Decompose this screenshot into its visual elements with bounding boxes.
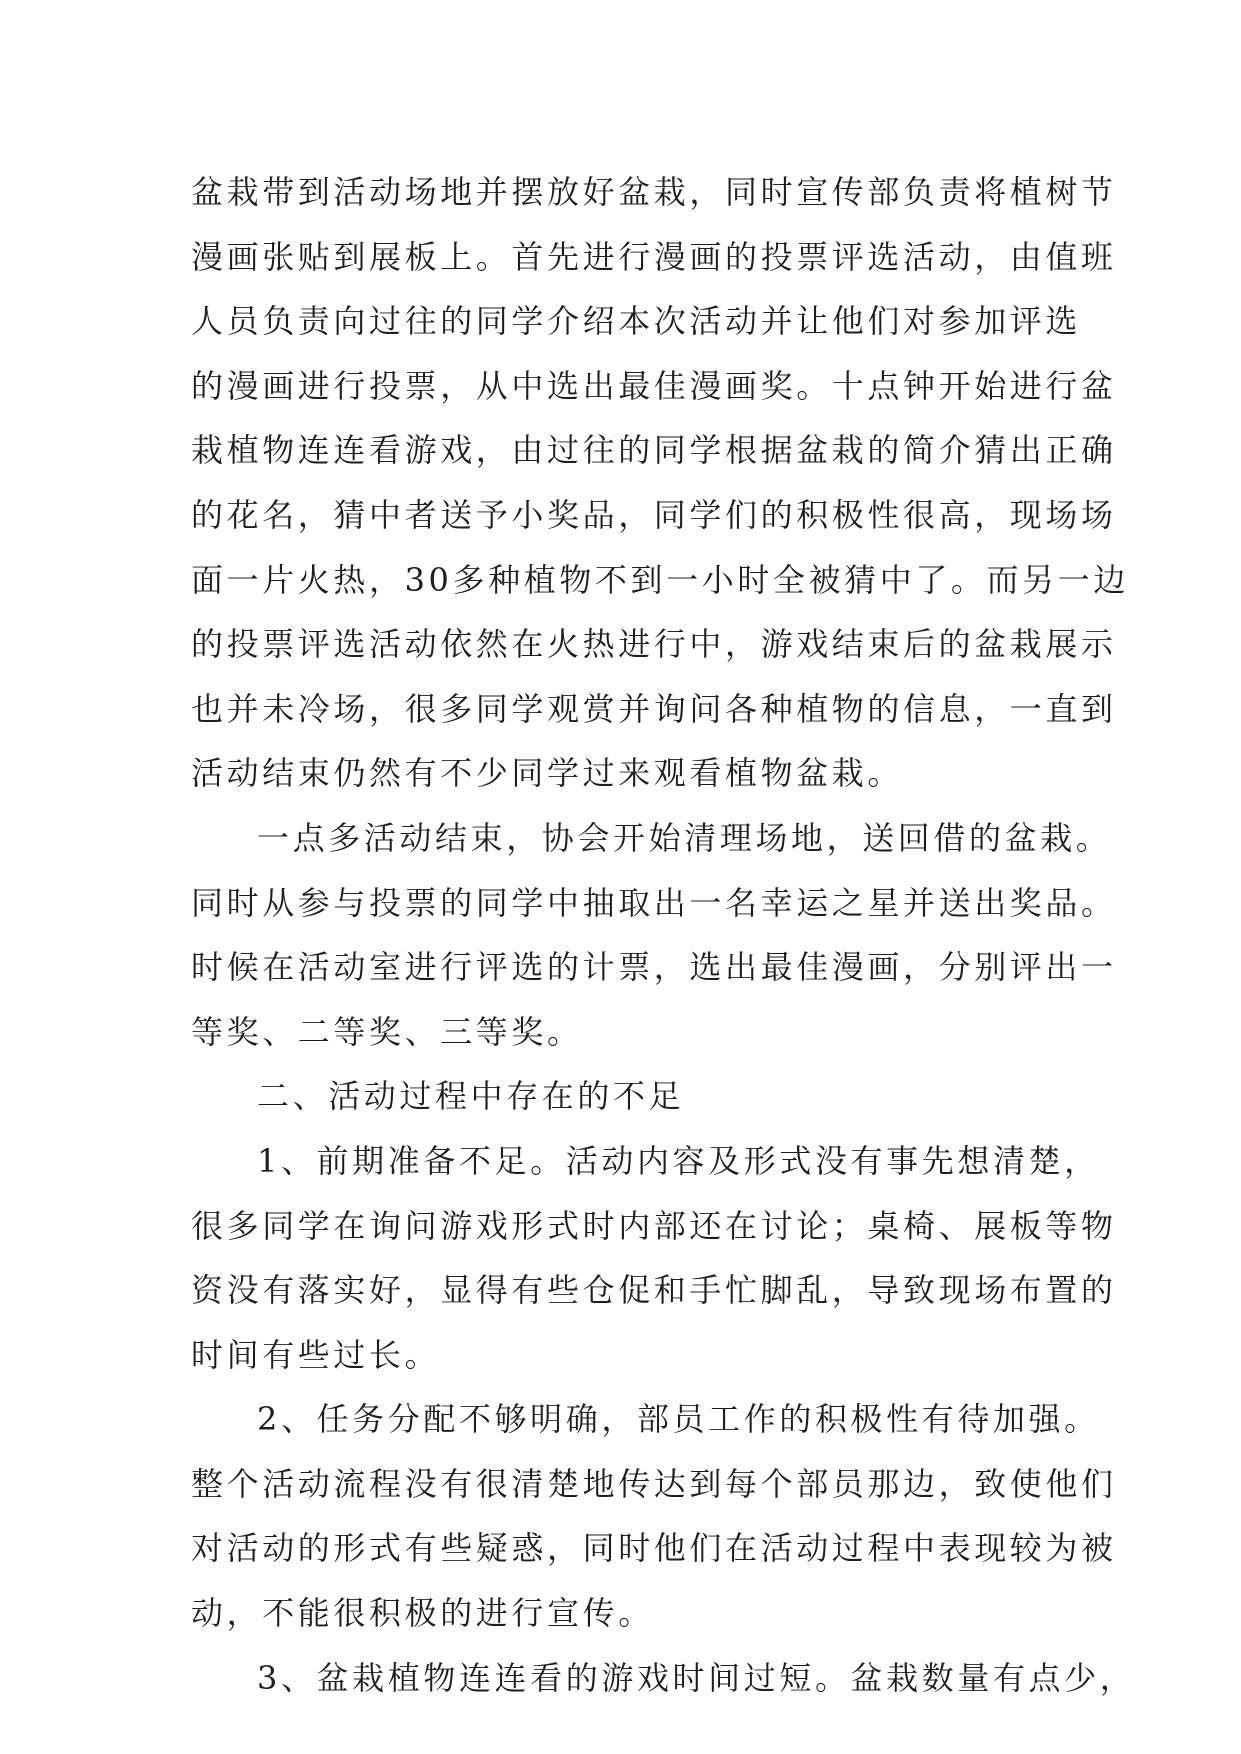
document-body xyxy=(191,160,1136,1710)
text-line: 同时从参与投票的同学中抽取出一名幸运之星并送出奖品。 xyxy=(191,883,1117,922)
paragraph-first-line: 2、任务分配不够明确，部员工作的积极性有待加强。 xyxy=(257,1400,1100,1439)
text-line: 时候在活动室进行评选的计票，选出最佳漫画，分别评出一 xyxy=(191,948,1117,987)
text-line: 的漫画进行投票，从中选出最佳漫画奖。十点钟开始进行盆 xyxy=(191,366,1117,405)
text-line: 栽植物连连看游戏，由过往的同学根据盆栽的简介猜出正确 xyxy=(191,431,1117,470)
text-line: 对活动的形式有些疑惑，同时他们在活动过程中表现较为被 xyxy=(191,1529,1117,1568)
text-line: 资没有落实好，显得有些仓促和手忙脚乱，导致现场布置的 xyxy=(191,1271,1117,1310)
text-line: 整个活动流程没有很清楚地传达到每个部员那边，致使他们 xyxy=(191,1464,1117,1503)
text-line: 也并未冷场，很多同学观赏并询问各种植物的信息，一直到 xyxy=(191,689,1117,728)
paragraph-first-line: 1、前期准备不足。活动内容及形式没有事先想清楚， xyxy=(257,1141,1100,1180)
text-line: 等奖、二等奖、三等奖。 xyxy=(191,1012,583,1051)
text-line: 漫画张贴到展板上。首先进行漫画的投票评选活动，由值班 xyxy=(191,237,1117,276)
text-line: 的花名，猜中者送予小奖品，同学们的积极性很高，现场场 xyxy=(191,495,1117,534)
text-line: 盆栽带到活动场地并摆放好盆栽，同时宣传部负责将植树节 xyxy=(191,173,1117,211)
text-line: 面一片火热，30多种植物不到一小时全被猜中了。而另一边 xyxy=(191,560,1129,599)
text-line: 人员负责向过往的同学介绍本次活动并让他们对参加评选 xyxy=(191,302,1082,341)
paragraph-first-line: 一点多活动结束，协会开始清理场地，送回借的盆栽。 xyxy=(257,818,1112,857)
text-line: 很多同学在询问游戏形式时内部还在讨论；桌椅、展板等物 xyxy=(191,1206,1117,1245)
paragraph-first-line: 3、盆栽植物连连看的游戏时间过短。盆栽数量有点少， xyxy=(257,1658,1136,1697)
section-heading: 二、活动过程中存在的不足 xyxy=(257,1077,685,1116)
text-line: 动，不能很积极的进行宣传。 xyxy=(191,1594,654,1633)
text-line: 活动结束仍然有不少同学过来观看植物盆栽。 xyxy=(191,754,904,793)
text-line: 的投票评选活动依然在火热进行中，游戏结束后的盆栽展示 xyxy=(191,625,1117,664)
text-line: 时间有些过长。 xyxy=(191,1335,441,1374)
